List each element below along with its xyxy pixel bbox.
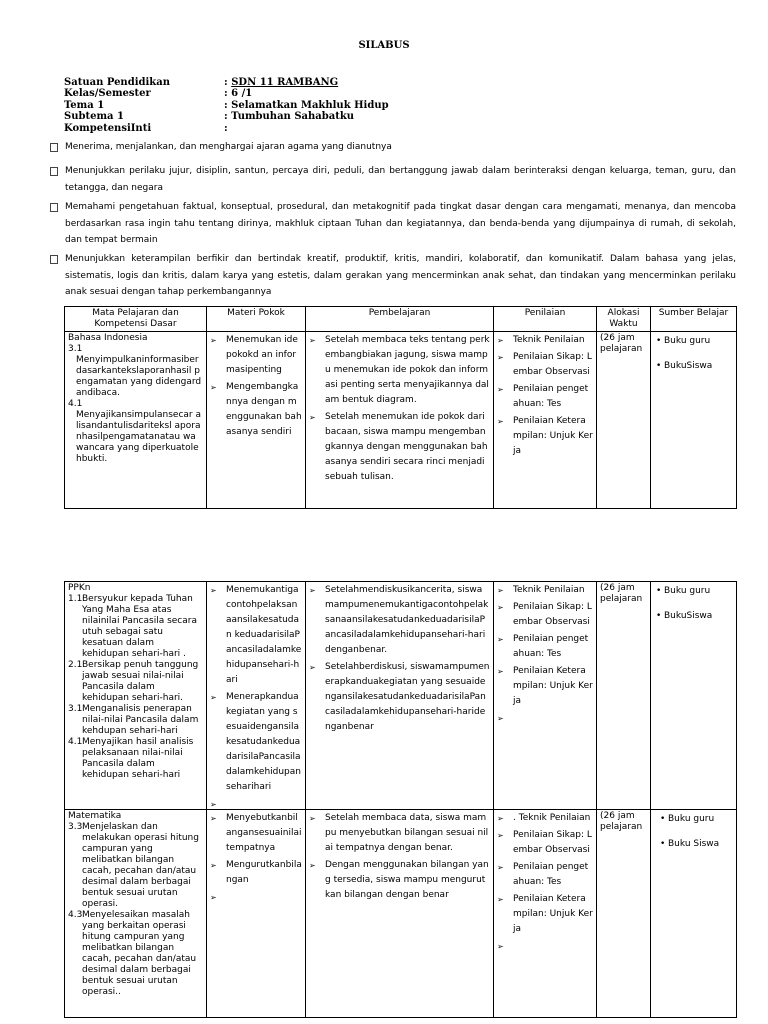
syllabus-table-2 <box>64 581 737 1018</box>
alokasi-cell: (26 jam pelajaran <box>597 582 651 810</box>
list-item: • Buku guru <box>658 813 733 826</box>
page-title: SILABUS <box>358 40 410 51</box>
info-value: : Tumbuhan Sahabatku <box>224 111 355 123</box>
header-penilaian: Penilaian <box>494 307 597 332</box>
kd-number: 4.1 <box>68 399 83 409</box>
list-item: • Buku guru <box>654 585 733 598</box>
ki-item: Menunjukkan perilaku jujur, disiplin, santun, percaya diri, peduli, dan bertanggung jawab dalam berinteraksi dengan keluarga, teman, guru, dan tetangga, dan negara <box>50 163 736 196</box>
list-item: ➢ Mengembangkannya dengan menggunakan bahasanya sendiri <box>210 380 302 440</box>
info-value: : 6 /1 <box>224 88 253 100</box>
square-bullet-icon <box>50 167 58 176</box>
info-row-tema <box>64 100 389 111</box>
info-label: Subtema 1 <box>64 111 124 123</box>
list-item: ➢ Penilaian Keterampilan: Unjuk Kerja <box>497 664 593 709</box>
square-bullet-icon <box>50 255 58 264</box>
kd-item: 2.1 Bersikap penuh tanggung jawab sesuai nilai-nilai Pancasila dalam kehidupan sehari-hari. <box>68 660 199 703</box>
square-bullet-icon <box>50 143 58 152</box>
info-row-subtema <box>64 111 389 122</box>
list-item: ➢ Menemukantiga contohpelaksanaansilakesatudan keduadarisilaPancasiladalamkehidupansehari-hari <box>210 583 302 688</box>
list-item: ➢ Penilaian Sikap: Lembar Observasi <box>497 600 593 630</box>
alokasi-cell: (26 jam pelajaran <box>597 332 651 509</box>
list-item: ➢ Setelahberdiskusi, siswamampumenerapkanduakegiatan yang sesuaidengansilakesatudankeduadarisilaPancasiladalamkehidupansehari-haridenganbenar <box>309 660 490 735</box>
subject-name: PPKn <box>68 583 91 593</box>
kd-item: 4.3 Menyelesaikan masalah yang berkaitan operasi hitung campuran yang melibatkan bilangan cacah, pecahan dan/atau desimal dalam berbagai bentuk sesuai urutan operasi.. <box>68 910 197 997</box>
penilaian-cell <box>494 582 597 810</box>
list-item: ➢ Menemukan ide pokokd an informasipenting <box>210 333 302 378</box>
table-row <box>65 582 737 810</box>
kd-cell <box>65 332 207 509</box>
kd-item: 3.3 Menjelaskan dan melakukan operasi hitung campuran yang melibatkan bilangan cacah, pecahan dan/atau desimal dalam berbagai bentuk sesuai urutan operasi. <box>68 822 199 909</box>
header-sumber: Sumber Belajar <box>651 307 737 332</box>
header-alokasi: Alokasi Waktu <box>597 307 651 332</box>
list-item: ➢ Setelahmendiskusikancerita, siswamampumenemukantigacontohpelaksanaansilakesatudankeduadarisilaPancasiladalamkehidupansehari-haridenganbenar. <box>309 583 490 658</box>
subject-name: Matematika <box>68 811 122 821</box>
info-label: Kelas/Semester <box>64 88 151 100</box>
materi-cell <box>207 332 306 509</box>
header-pembelajaran: Pembelajaran <box>306 307 494 332</box>
list-item: ➢ Penilaian pengetahuan: Tes <box>497 382 593 412</box>
syllabus-table-1 <box>64 306 737 509</box>
pembelajaran-cell <box>306 810 494 1018</box>
kd-text: Menyajikansimpulansecar alisandantulisdariteksl aporanhasilpengamatanatau wawancara yang diperkuatolehbukti. <box>76 410 201 464</box>
list-item: • BukuSiswa <box>654 610 733 623</box>
info-value: : Selamatkan Makhluk Hidup <box>224 99 389 111</box>
list-item: ➢ Penilaian pengetahuan: Tes <box>497 632 593 662</box>
school-name: SDN 11 RAMBANG <box>231 77 339 88</box>
sumber-cell <box>651 332 737 509</box>
kd-number: 3.1 <box>68 344 83 354</box>
info-label: Satuan Pendidikan <box>64 77 170 88</box>
list-item: ➢ Setelah membaca teks tentang perkembangbiakan jagung, siswa mampu menemukan ide pokok dan informasi penting serta menyajikannya dalam bentuk diagram. <box>309 333 490 408</box>
list-item: ➢ Penilaian Keterampilan: Unjuk Kerja <box>497 414 593 459</box>
header-materi: Materi Pokok <box>207 307 306 332</box>
table-row <box>65 810 737 1018</box>
penilaian-cell <box>494 332 597 509</box>
info-label: Tema 1 <box>64 99 105 111</box>
subject-name: Bahasa Indonesia <box>68 333 148 343</box>
table-header-row <box>65 307 737 332</box>
list-item: ➢ . Teknik Penilaian <box>497 811 593 826</box>
info-row-satuan <box>64 77 389 88</box>
kd-cell <box>65 582 207 810</box>
list-item: • Buku Siswa <box>658 838 733 851</box>
info-value: : <box>224 122 228 134</box>
list-item: ➢ Teknik Penilaian <box>497 583 593 598</box>
materi-cell <box>207 810 306 1018</box>
info-row-ki <box>64 123 389 134</box>
list-item: ➢ Menerapkandua kegiatan yang sesuaidengansilakesatudankedua darisilaPancasila dalamkehidupan seharihari <box>210 690 302 795</box>
list-item: ➢ Teknik Penilaian <box>497 333 593 348</box>
info-row-kelas <box>64 88 389 99</box>
alokasi-cell: (26 jam pelajaran <box>597 810 651 1018</box>
list-item: ➢ Mengurutkanbilangan <box>210 858 302 888</box>
ki-item: Memahami pengetahuan faktual, konseptual, prosedural, dan metakognitif pada tingkat dasar dengan cara mengamati, menanya, dan mencoba berdasarkan rasa ingin tahu tentang dirinya, makhluk ciptaan Tuhan dan kegiatannya, dan benda-benda yang dijumpainya di rumah, di sekolah, dan tempat bermain <box>50 199 736 249</box>
kd-item: 4.1 Menyajikan hasil analisis pelaksanaan nilai-nilai Pancasila dalam kehidupan sehari-hari <box>68 737 194 780</box>
list-item: ➢ Penilaian Keterampilan: Unjuk Kerja <box>497 892 593 937</box>
list-item: ➢ Penilaian pengetahuan: Tes <box>497 860 593 890</box>
info-value: : SDN 11 RAMBANG <box>224 77 339 88</box>
sumber-cell <box>651 810 737 1018</box>
kd-text: Menyimpulkaninformasiberdasarkantekslaporanhasil pengamatan yang didengardandibaca. <box>76 355 202 398</box>
list-item: ➢ Dengan menggunakan bilangan yang tersedia, siswa mampu mengurutkan bilangan dengan benar <box>309 858 490 903</box>
sumber-cell <box>651 582 737 810</box>
kd-item: 1.1 Bersyukur kepada Tuhan Yang Maha Esa atas nilainilai Pancasila secara utuh sebagai satu kesatuan dalam kehidupan sehari-hari . <box>68 594 197 659</box>
list-item: ➢ Penilaian Sikap: Lembar Observasi <box>497 828 593 858</box>
identity-block <box>64 77 389 134</box>
penilaian-cell <box>494 810 597 1018</box>
ki-item: Menunjukkan keterampilan berfikir dan bertindak kreatif, produktif, kritis, mandiri, kolaboratif, dan komunikatif. Dalam bahasa yang jelas, sistematis, logis dan kritis, dalam karya yang estetis, dalam gerakan yang mencerminkan anak sehat, dan tindakan yang mencerminkan perilaku anak sesuai dengan tahap perkembangannya <box>50 251 736 301</box>
materi-cell <box>207 582 306 810</box>
list-item: • Buku guru <box>654 335 733 348</box>
table-row <box>65 332 737 509</box>
list-item: ➢ Setelah membaca data, siswa mampu menyebutkan bilangan sesuai nilai tempatnya dengan benar. <box>309 811 490 856</box>
kd-item: 3.1 Menganalisis penerapan nilai-nilai Pancasila dalam kehdupan sehari-hari <box>68 704 199 736</box>
square-bullet-icon <box>50 203 58 212</box>
pembelajaran-cell <box>306 582 494 810</box>
list-item: ➢ Menyebutkanbilangansesuainilaitempatnya <box>210 811 302 856</box>
list-item: ➢ Penilaian Sikap: Lembar Observasi <box>497 350 593 380</box>
list-item: • BukuSiswa <box>654 360 733 373</box>
pembelajaran-cell <box>306 332 494 509</box>
kd-cell <box>65 810 207 1018</box>
info-label: KompetensiInti <box>64 122 152 134</box>
list-item: ➢ Setelah menemukan ide pokok dari bacaan, siswa mampu mengembangkannya dengan menggunakan bahasanya sendiri secara rinci menjadi sebuah tulisan. <box>309 410 490 485</box>
header-mapel: Mata Pelajaran dan Kompetensi Dasar <box>65 307 207 332</box>
ki-item: Menerima, menjalankan, dan menghargai ajaran agama yang dianutnya <box>50 139 736 156</box>
